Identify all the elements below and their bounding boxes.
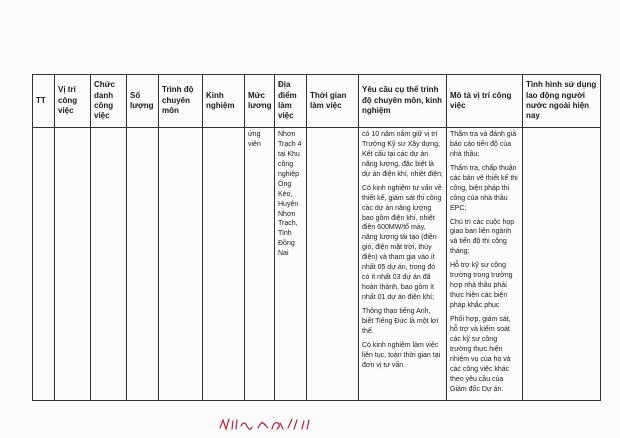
description-paragraph: Thẩm tra, chấp thuận các bản vẽ thiết kế thi công, biện pháp thi công của nhà thầu EPC; [450,164,518,212]
cell-kinh-nghiem [203,128,245,401]
header-tinh-hinh: Tình hình sử dụng lao động người nước ngoài hiện nay [523,75,601,128]
cell-tt [33,128,55,401]
header-mo-ta: Mô tả vị trí công việc [447,75,523,128]
header-muc-luong: Mức lương [245,75,275,128]
cell-dia-diem: Nhơn Trạch 4 tại Khu công nghiệp Ông Kèo, Huyện Nhơn Trạch, Tỉnh Đồng Nai [275,128,307,401]
description-paragraph: Phối hợp, giám sát, hỗ trợ và kiểm soát các kỹ sư công trường thực hiện nhiệm vụ của họ và các công việc khác theo yêu cầu của Giám đốc Dự án. [450,315,511,393]
cell-tinh-hinh [523,128,601,401]
header-thoi-gian: Thời gian làm việc [307,75,359,128]
cell-yeu-cau [359,128,447,401]
cell-vi-tri [55,128,91,401]
description-paragraph: Thẩm tra và đánh giá báo cáo tiến độ của nhà thầu; [450,131,517,158]
header-vi-tri: Vị trí công việc [55,75,91,128]
signature-mark [218,414,314,434]
description-paragraph: Hỗ trợ kỹ sư công trường trong trường hợp nhà thầu phải thực hiện các biện pháp khắc phục [450,262,513,309]
requirement-paragraph: Thông thạo tiếng Anh, biết Tiếng Đức là một lợi thế. [362,307,439,335]
cell-chuc-danh [91,128,127,401]
header-tt: TT [33,75,55,128]
header-yeu-cau: Yêu cầu cụ thể trình độ chuyên môn, kinh nghiệm [359,75,447,128]
cell-so-luong [127,128,159,401]
header-so-luong: Số lượng [127,75,159,128]
header-trinh-do: Trình độ chuyên môn [159,75,203,128]
cell-muc-luong: ứng viên [245,128,275,401]
header-chuc-danh: Chức danh công việc [91,75,127,128]
header-kinh-nghiem: Kinh nghiệm [203,75,245,128]
requirement-paragraph: Có kinh nghiệm tư vấn về thiết kế, giám sát thi công các dự án năng lượng bao gồm điện khí, nhiệt điện 600MW/tổ máy, năng lượng tái tạo (điện gió, điện mặt trời, thủy điện) và tham gia vào ít nhất 05 dự án, trong đó có ít nhất 03 dự án đã hoàn thành, bao gồm ít nhất 01 dự án điện khí; [362,184,442,301]
header-row [33,75,601,128]
job-table [32,74,601,401]
requirement-paragraph: Có kinh nghiệm làm việc liên tục, toàn thời gian tại đơn vị tư vấn [362,341,441,369]
description-paragraph: Chủ trì các cuộc họp giao ban liên ngành và tiến độ thi công tháng; [450,218,515,256]
header-dia-diem: Địa điểm làm việc [275,75,307,128]
requirement-paragraph: có 10 năm nắm giữ vị trí Trưởng Kỹ sư Xây dựng, Kết cấu tại các dự án năng lượng, đặc biệt là dự án điện khí, nhiệt điện; [362,131,443,178]
cell-mo-ta [447,128,523,401]
table-row [33,128,601,401]
cell-thoi-gian [307,128,359,401]
cell-trinh-do [159,128,203,401]
